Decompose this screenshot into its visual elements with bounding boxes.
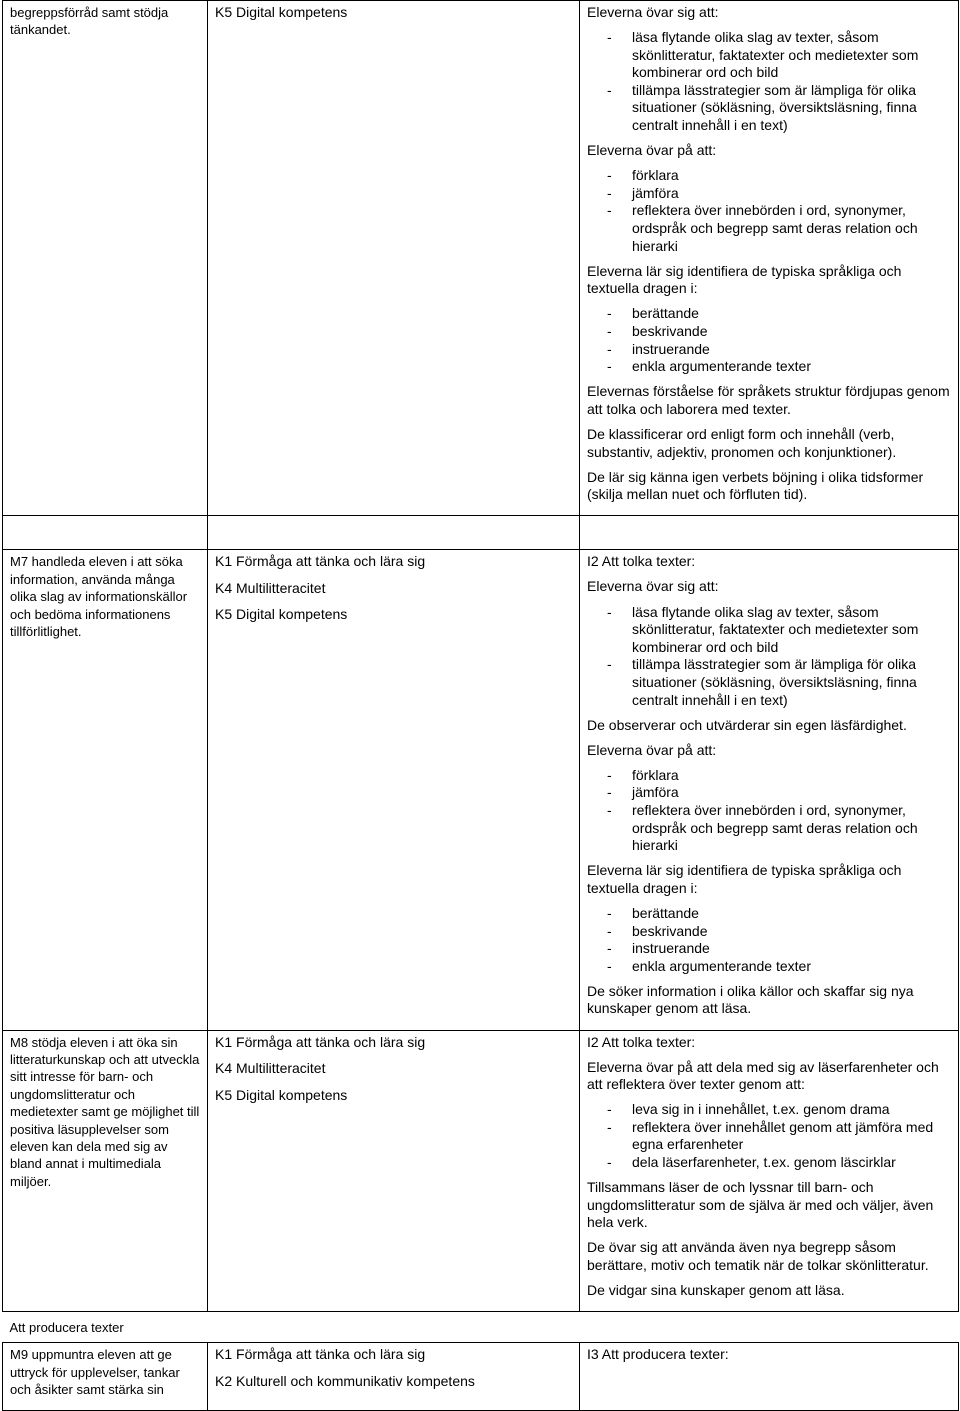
content-paragraph: Eleverna övar sig att: — [587, 4, 719, 20]
content-paragraph: I2 Att tolka texter: — [587, 1033, 696, 1050]
dash-marker: - — [607, 603, 612, 620]
list-item-text: enkla argumenterande texter — [632, 957, 811, 974]
list-item-text: reflektera över innehållet genom att jämföra med egna erfarenheter — [632, 1118, 934, 1153]
list-item — [587, 185, 952, 203]
dash-marker: - — [607, 656, 612, 673]
content-paragraph: De söker information i olika källor och skaffar sig nya kunskaper genom att läsa. — [587, 982, 914, 1017]
competence-cell — [208, 1030, 580, 1312]
list-item-text: instruerande — [632, 340, 710, 357]
dash-marker: - — [607, 29, 612, 46]
dash-marker: - — [607, 202, 612, 219]
dash-list — [587, 305, 952, 375]
list-item-text: reflektera över innebörden i ord, synonymer, ordspråk och begrepp samt deras relation och hierarki — [632, 801, 918, 854]
list-item-text: tillämpa lässtrategier som är lämpliga för olika situationer (sökläsning, översiktsläsning, finna centralt innehåll i en text) — [632, 656, 917, 708]
content-paragraph: Elevernas förståelse för språkets struktur fördjupas genom att tolka och laborera med texter. — [587, 383, 950, 417]
list-item — [587, 323, 952, 341]
curriculum-table — [2, 0, 959, 1411]
list-item-text: berättande — [632, 305, 699, 322]
competence-label: K2 Kulturell och kommunikativ kompetens — [215, 1372, 475, 1389]
dash-list — [587, 29, 952, 135]
content-cell — [580, 550, 959, 1030]
competence-cell — [208, 550, 580, 1030]
section-label: Att producera texter — [9, 1320, 124, 1336]
list-item — [587, 29, 952, 82]
competence-cell — [208, 1, 580, 516]
list-item — [587, 1154, 952, 1172]
competence-label: K1 Förmåga att tänka och lära sig — [215, 1033, 426, 1050]
dash-list — [587, 905, 952, 975]
competence-label: K5 Digital kompetens — [215, 606, 348, 623]
list-item-text: dela läserfarenheter, t.ex. genom läscirklar — [632, 1154, 896, 1171]
content-paragraph: Eleverna lär sig identifiera de typiska språkliga och textuella dragen i: — [587, 862, 902, 896]
list-item-text: instruerande — [632, 940, 710, 957]
list-item — [587, 958, 952, 976]
dash-marker: - — [607, 323, 612, 339]
dash-marker: - — [607, 904, 612, 921]
list-item — [587, 905, 952, 923]
table-row — [3, 550, 959, 1030]
content-paragraph: I2 Att tolka texter: — [587, 553, 696, 570]
list-item-text: förklara — [632, 766, 679, 783]
list-item-text: reflektera över innebörden i ord, synonymer, ordspråk och begrepp samt deras relation och hierarki — [632, 202, 918, 254]
table-row — [3, 1343, 959, 1411]
content-paragraph: Eleverna övar på att: — [587, 142, 717, 159]
content-paragraph: Eleverna övar på att: — [587, 741, 717, 758]
list-item — [587, 1119, 952, 1154]
list-item — [587, 202, 952, 255]
goal-text: M9 uppmuntra eleven att ge uttryck för upplevelser, tankar och åsikter samt stärka sin — [10, 1347, 180, 1398]
list-item — [587, 940, 952, 958]
list-item — [587, 802, 952, 855]
content-cell — [580, 1343, 959, 1411]
content-paragraph: De observerar och utvärderar sin egen läsfärdighet. — [587, 716, 907, 733]
dash-marker: - — [607, 305, 612, 322]
competence-label: K5 Digital kompetens — [215, 1086, 348, 1103]
dash-marker: - — [607, 1101, 612, 1118]
list-item — [587, 167, 952, 185]
competence-label: K4 Multilitteracitet — [215, 579, 326, 596]
content-paragraph: De klassificerar ord enligt form och innehåll (verb, substantiv, adjektiv, pronomen och konjunktioner). — [587, 425, 897, 460]
dash-list — [587, 167, 952, 255]
list-item-text: läsa flytande olika slag av texter, såsom skönlitteratur, faktatexter och medietexter som kombinerar ord och bild — [632, 603, 919, 655]
spacer-row — [3, 516, 959, 550]
dash-marker: - — [607, 1154, 612, 1171]
competence-label: K1 Förmåga att tänka och lära sig — [215, 1346, 426, 1363]
goal-text: M8 stödja eleven i att öka sin litteraturkunskap och att utveckla sitt intresse för barn- och ungdomslitteratur och medietexter samt ge möjlighet till positiva läsupplevelser som eleven kan dela med sig av bland annat i multimediala miljöer. — [10, 1034, 200, 1189]
list-item — [587, 341, 952, 359]
dash-marker: - — [607, 340, 612, 357]
content-paragraph: Eleverna lär sig identifiera de typiska språkliga och textuella dragen i: — [587, 262, 902, 297]
goal-cell — [3, 1030, 208, 1312]
table-row — [3, 1, 959, 516]
list-item-text: berättande — [632, 904, 699, 921]
goal-text: begreppsförråd samt stödja tänkandet. — [10, 5, 169, 38]
dash-list — [587, 1101, 952, 1171]
list-item — [587, 305, 952, 323]
dash-marker: - — [607, 1118, 612, 1135]
list-item-text: leva sig in i innehållet, t.ex. genom drama — [632, 1101, 890, 1118]
list-item-text: förklara — [632, 167, 679, 184]
list-item-text: jämföra — [632, 184, 679, 201]
list-item — [587, 656, 952, 709]
dash-marker: - — [607, 167, 612, 184]
list-item — [587, 358, 952, 376]
content-cell — [580, 1, 959, 516]
list-item-text: beskrivande — [632, 323, 708, 339]
list-item-text: enkla argumenterande texter — [632, 358, 811, 375]
list-item-text: jämföra — [632, 784, 679, 801]
section-row — [3, 1312, 959, 1343]
list-item — [587, 784, 952, 802]
list-item — [587, 82, 952, 135]
dash-marker: - — [607, 784, 612, 801]
dash-list — [587, 767, 952, 855]
content-cell — [580, 1030, 959, 1312]
list-item — [587, 604, 952, 657]
dash-marker: - — [607, 957, 612, 974]
list-item-text: tillämpa lässtrategier som är lämpliga för olika situationer (sökläsning, översiktsläsning, finna centralt innehåll i en text) — [632, 81, 917, 134]
dash-marker: - — [607, 184, 612, 201]
content-paragraph: De övar sig att använda även nya begrepp såsom berättare, motiv och tematik när de tolkar skönlitteratur. — [587, 1239, 929, 1274]
dash-marker: - — [607, 358, 612, 375]
goal-cell — [3, 1, 208, 516]
goal-text: M7 handleda eleven i att söka information, använda många olika slag av informationskällor och bedöma informationens tillförlitlighet. — [10, 554, 188, 639]
dash-marker: - — [607, 81, 612, 98]
list-item-text: läsa flytande olika slag av texter, såsom skönlitteratur, faktatexter och medietexter som kombinerar ord och bild — [632, 29, 919, 81]
content-paragraph: De lär sig känna igen verbets böjning i olika tidsformer (skilja mellan nuet och förfluten tid). — [587, 468, 924, 503]
dash-list — [587, 604, 952, 710]
list-item — [587, 767, 952, 785]
list-item — [587, 923, 952, 941]
content-paragraph: I3 Att producera texter: — [587, 1346, 729, 1363]
competence-label: K4 Multilitteracitet — [215, 1060, 326, 1076]
dash-marker: - — [607, 766, 612, 783]
dash-marker: - — [607, 940, 612, 957]
goal-cell — [3, 1343, 208, 1411]
dash-marker: - — [607, 801, 612, 818]
goal-cell — [3, 550, 208, 1030]
list-item-text: beskrivande — [632, 922, 708, 939]
competence-label: K5 Digital kompetens — [215, 4, 348, 20]
content-paragraph: Eleverna övar på att dela med sig av läserfarenheter och att reflektera över texter genom att: — [587, 1058, 939, 1093]
competence-cell — [208, 1343, 580, 1411]
list-item — [587, 1101, 952, 1119]
content-paragraph: Tillsammans läser de och lyssnar till barn- och ungdomslitteratur som de själva är med och väljer, även hela verk. — [587, 1179, 934, 1231]
table-row — [3, 1030, 959, 1312]
content-paragraph: De vidgar sina kunskaper genom att läsa. — [587, 1282, 845, 1299]
competence-label: K1 Förmåga att tänka och lära sig — [215, 553, 426, 570]
dash-marker: - — [607, 922, 612, 939]
content-paragraph: Eleverna övar sig att: — [587, 578, 719, 595]
